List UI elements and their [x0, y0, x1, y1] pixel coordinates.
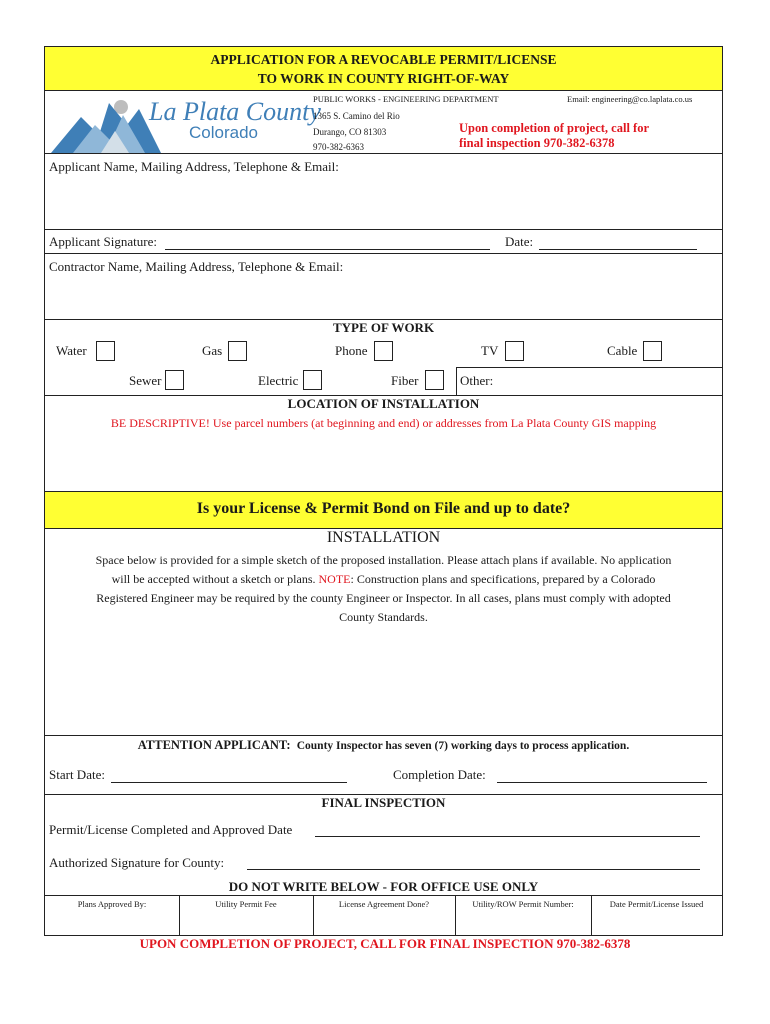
installation-note-label: NOTE — [318, 572, 351, 586]
location-field[interactable] — [45, 433, 722, 491]
fiber-label: Fiber — [391, 373, 419, 388]
completion-date-field[interactable] — [497, 782, 707, 783]
office-use-heading: DO NOT WRITE BELOW - FOR OFFICE USE ONLY — [228, 879, 539, 894]
inspection-notice-line1: Upon completion of project, call for — [459, 121, 650, 135]
applicant-date-field[interactable] — [539, 249, 697, 250]
type-of-work-heading: TYPE OF WORK — [332, 320, 435, 335]
completed-approved-field[interactable] — [315, 836, 700, 837]
office-use-table — [45, 895, 722, 935]
electric-label: Electric — [258, 373, 299, 388]
department-phone: 970-382-6363 — [313, 142, 364, 152]
electric-checkbox[interactable] — [303, 370, 322, 390]
department-name: PUBLIC WORKS - ENGINEERING DEPARTMENT — [313, 94, 499, 104]
address-line1: 1365 S. Camino del Rio — [313, 111, 400, 121]
installation-text-line4: County Standards. — [339, 610, 428, 624]
start-date-label: Start Date: — [49, 767, 105, 782]
form-title-line2: TO WORK IN COUNTY RIGHT-OF-WAY — [257, 71, 510, 86]
contractor-name-field[interactable] — [45, 277, 722, 319]
department-email: Email: engineering@co.laplata.co.us — [567, 94, 693, 104]
completion-date-label: Completion Date: — [393, 767, 486, 782]
applicant-signature-field[interactable] — [165, 249, 490, 250]
gas-checkbox[interactable] — [228, 341, 247, 361]
phone-label: Phone — [335, 343, 368, 358]
attention-label: ATTENTION APPLICANT: — [137, 738, 291, 752]
water-label: Water — [56, 343, 87, 358]
installation-heading: INSTALLATION — [326, 529, 441, 546]
completed-approved-label: Permit/License Completed and Approved Date — [49, 822, 293, 837]
phone-checkbox[interactable] — [374, 341, 393, 361]
address-line2: Durango, CO 81303 — [313, 127, 387, 137]
installation-text-line2 — [45, 572, 722, 587]
applicant-signature-label: Applicant Signature: — [49, 234, 157, 249]
form-title-line1: APPLICATION FOR A REVOCABLE PERMIT/LICENSE — [210, 52, 557, 67]
installation-sketch-area[interactable] — [45, 629, 722, 735]
tv-checkbox[interactable] — [505, 341, 524, 361]
applicant-date-label: Date: — [505, 234, 534, 249]
gas-label: Gas — [202, 343, 223, 358]
final-inspection-heading: FINAL INSPECTION — [321, 795, 446, 810]
office-cell-license-agreement[interactable]: License Agreement Done? — [338, 899, 430, 909]
logo-state-text: Colorado — [189, 123, 258, 142]
inspection-notice-line2: final inspection 970-382-6378 — [459, 136, 615, 150]
bond-question: Is your License & Permit Bond on File and up to date? — [196, 500, 571, 517]
county-logo — [51, 95, 321, 153]
sewer-label: Sewer — [129, 373, 162, 388]
cable-checkbox[interactable] — [643, 341, 662, 361]
office-cell-utility-fee[interactable]: Utility Permit Fee — [215, 899, 277, 909]
installation-text-line1: Space below is provided for a simple sketch of the proposed installation. Please attach plans if available. No application — [95, 553, 672, 567]
tv-label: TV — [481, 343, 499, 358]
other-label: Other: — [460, 373, 494, 388]
location-heading: LOCATION OF INSTALLATION — [287, 396, 480, 411]
attention-text: County Inspector has seven (7) working days to process application. — [296, 740, 630, 752]
contractor-name-label: Contractor Name, Mailing Address, Telephone & Email: — [49, 259, 344, 274]
permit-application-form — [44, 46, 723, 936]
start-date-field[interactable] — [111, 782, 347, 783]
location-instruction: BE DESCRIPTIVE! Use parcel numbers (at beginning and end) or addresses from La Plata County GIS mapping — [110, 416, 657, 430]
sewer-checkbox[interactable] — [165, 370, 184, 390]
installation-text-line3: Registered Engineer may be required by the county Engineer or Inspector. In all cases, plans must comply with adopted — [96, 591, 671, 605]
office-cell-date-issued[interactable]: Date Permit/License Issued — [609, 899, 704, 909]
applicant-name-label: Applicant Name, Mailing Address, Telephone & Email: — [49, 159, 339, 174]
cable-label: Cable — [607, 343, 638, 358]
logo-script-text: La Plata County — [149, 97, 321, 126]
county-signature-label: Authorized Signature for County: — [49, 855, 225, 870]
fiber-checkbox[interactable] — [425, 370, 444, 390]
county-signature-field[interactable] — [247, 869, 700, 870]
footer-inspection-notice: UPON COMPLETION OF PROJECT, CALL FOR FINAL INSPECTION 970-382-6378 — [139, 936, 631, 951]
attention-notice — [45, 738, 722, 753]
water-checkbox[interactable] — [96, 341, 115, 361]
installation-text-line2-b: : Construction plans and specifications, prepared by a Colorado — [350, 572, 656, 586]
applicant-name-field[interactable] — [45, 177, 722, 229]
other-field[interactable] — [500, 369, 720, 393]
office-cell-permit-number[interactable]: Utility/ROW Permit Number: — [472, 899, 574, 909]
installation-text-line2-a: will be accepted without a sketch or plans. — [111, 572, 316, 586]
office-cell-plans-approved[interactable]: Plans Approved By: — [77, 899, 147, 909]
